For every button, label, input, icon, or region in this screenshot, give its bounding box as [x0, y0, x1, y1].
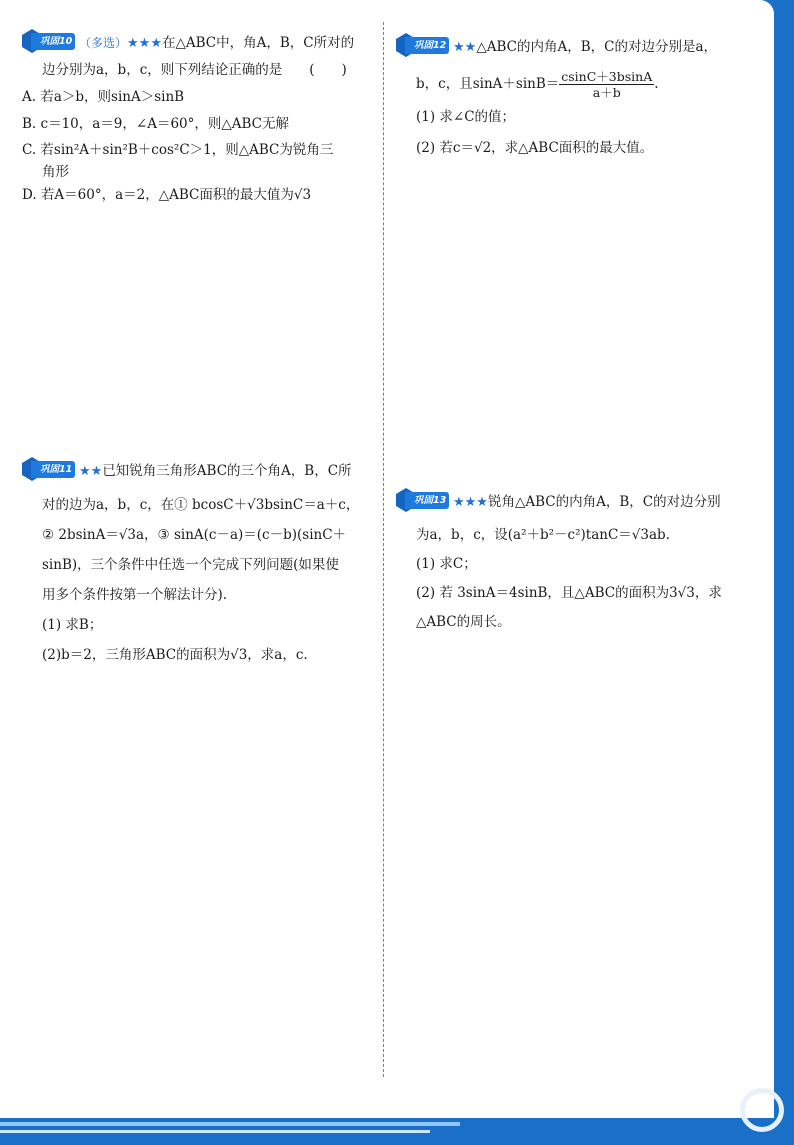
q11-line5: 用多个条件按第一个解法计分). [42, 587, 228, 603]
q13-line1: 巩固13 ★★★锐角△ABC的内角A，B，C的对边分别 [396, 488, 758, 517]
footer-stripe [0, 1122, 460, 1126]
q10-stem-line2: 边分别为a，b，c，则下列结论正确的是 ( ) [42, 62, 347, 78]
q10-badge: 巩固10 [22, 32, 76, 51]
question-13 [396, 488, 758, 637]
q11-line2: 对的边为a，b，c，在① bcosC＋√3bsinC＝a＋c， [42, 497, 360, 513]
q11-part1: (1) 求B； [42, 617, 103, 633]
q12-difficulty-stars: ★★ [453, 40, 477, 55]
q13-difficulty-stars: ★★★ [453, 495, 488, 510]
q12-badge: 巩固12 [396, 36, 450, 55]
q11-part2: (2)b＝2，三角形ABC的面积为√3，求a，c. [42, 647, 308, 663]
question-12 [396, 34, 756, 162]
q13-badge: 巩固13 [396, 491, 450, 510]
q13-part2: (2) 若 3sinA＝4sinB，且△ABC的面积为3√3，求 [416, 585, 722, 601]
footer-stripe-light [0, 1130, 430, 1133]
page-corner-ornament [740, 1088, 784, 1132]
q10-option-d: D. 若A＝60°，a＝2，△ABC面积的最大值为√3 [22, 187, 312, 203]
q11-line1: 巩固11 ★★已知锐角三角形ABC的三个角A，B，C所 [22, 456, 374, 487]
q13-part1: (1) 求C； [416, 556, 477, 572]
q12-line1: 巩固12 ★★△ABC的内角A，B，C的对边分别是a， [396, 34, 756, 61]
q10-option-a: A. 若a＞b，则sinA＞sinB [22, 89, 185, 105]
q11-line4: sinB)，三个条件中任选一个完成下列问题(如果使 [42, 557, 339, 573]
column-divider [383, 22, 384, 1077]
question-10 [22, 30, 372, 209]
q10-multi-choice-tag: （多选） [79, 36, 128, 50]
q10-option-c-line1: C. 若sin²A＋sin²B＋cos²C＞1，则△ABC为锐角三 [22, 142, 334, 158]
question-11 [22, 456, 374, 670]
q10-stem-line1 [22, 30, 372, 57]
q10-option-b: B. c＝10，a＝9，∠A＝60°，则△ABC无解 [22, 116, 290, 132]
q11-difficulty-stars: ★★ [79, 464, 103, 479]
q12-part2: (2) 若c＝√2，求△ABC面积的最大值。 [416, 140, 654, 156]
q11-line3: ② 2bsinA＝√3a，③ sinA(c－a)＝(c－b)(sinC＋ [42, 527, 347, 543]
q12-part1: (1) 求∠C的值； [416, 109, 516, 125]
q13-part3: △ABC的周长。 [416, 614, 511, 630]
q10-stem-start: 在△ABC中，角A，B，C所对的 [161, 35, 355, 51]
q12-line2: b，c，且sinA＋sinB＝ $\frac{csinC+3bsinA}{a+b}$ . [416, 69, 659, 100]
q10-option-c-line2: 角形 [42, 164, 69, 180]
q10-difficulty-stars: ★★★ [127, 36, 162, 51]
q13-line2: 为a，b，c，设(a²＋b²－c²)tanC＝√3ab. [416, 527, 670, 543]
q11-badge: 巩固11 [22, 460, 76, 479]
q12-fraction: $\frac{csinC+3bsinA}{a+b}$ [561, 69, 653, 100]
